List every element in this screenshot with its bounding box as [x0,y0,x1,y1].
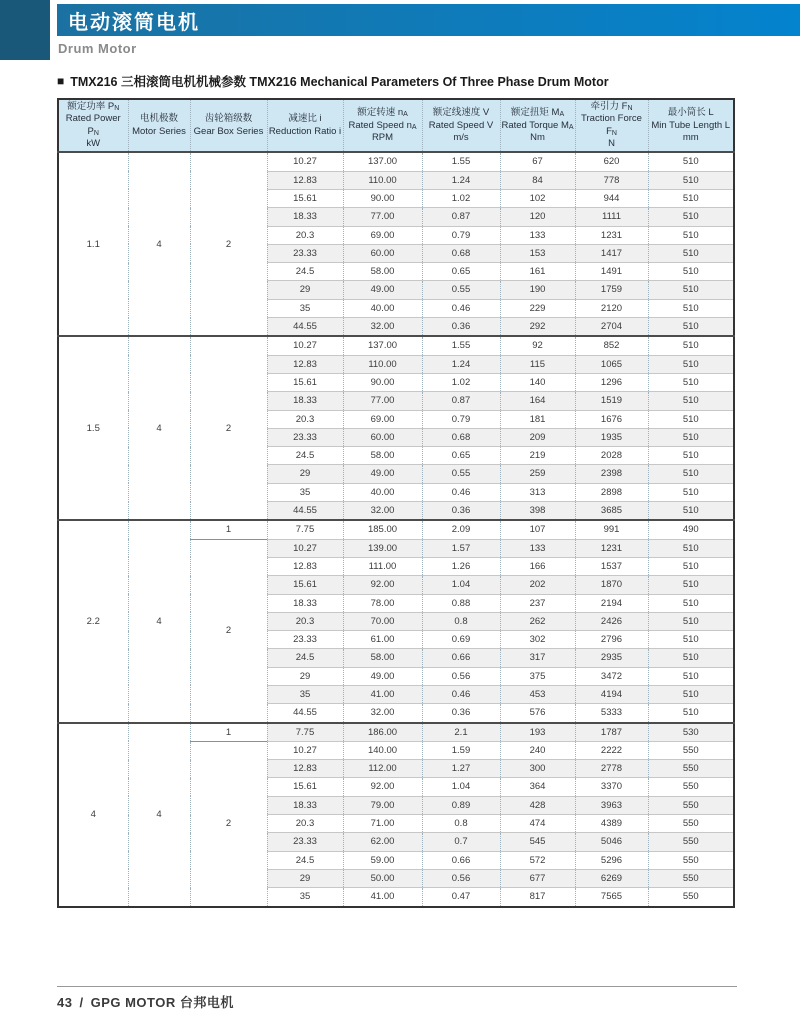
cell-traction-force: 2028 [575,447,648,465]
table-body [58,152,734,906]
column-header-traction-force: 牵引力 FN Traction Force FN N [575,99,648,152]
cell-linear-speed: 0.46 [422,685,500,703]
cell-rated-torque: 181 [500,410,575,428]
cell-rated-speed: 61.00 [343,631,422,649]
cell-gearbox-series: 2 [190,741,267,906]
header-corner-block [0,0,50,60]
cell-linear-speed: 1.04 [422,778,500,796]
cell-rated-torque: 120 [500,208,575,226]
cell-traction-force: 620 [575,152,648,171]
cell-linear-speed: 2.09 [422,520,500,539]
cell-rated-speed: 70.00 [343,612,422,630]
cell-rated-torque: 202 [500,576,575,594]
cell-traction-force: 1111 [575,208,648,226]
cell-traction-force: 2222 [575,741,648,759]
cell-min-tube-length: 510 [648,539,734,557]
cell-rated-torque: 240 [500,741,575,759]
cell-linear-speed: 1.27 [422,760,500,778]
cell-reduction-ratio: 18.33 [267,392,343,410]
cell-min-tube-length: 510 [648,631,734,649]
cell-min-tube-length: 510 [648,189,734,207]
cell-reduction-ratio: 35 [267,483,343,501]
cell-traction-force: 2898 [575,483,648,501]
cell-rated-power: 4 [58,723,128,907]
cell-min-tube-length: 510 [648,281,734,299]
cell-traction-force: 5333 [575,704,648,723]
cell-rated-torque: 300 [500,760,575,778]
cell-rated-speed: 79.00 [343,796,422,814]
cell-min-tube-length: 510 [648,576,734,594]
cell-linear-speed: 0.79 [422,226,500,244]
cell-traction-force: 1870 [575,576,648,594]
table-row [58,336,734,355]
cell-min-tube-length: 550 [648,869,734,887]
cell-reduction-ratio: 29 [267,281,343,299]
cell-rated-torque: 190 [500,281,575,299]
cell-rated-torque: 262 [500,612,575,630]
cell-traction-force: 3963 [575,796,648,814]
cell-gearbox-series: 2 [190,152,267,336]
cell-rated-power: 1.5 [58,336,128,520]
cell-rated-speed: 71.00 [343,815,422,833]
cell-rated-speed: 69.00 [343,410,422,428]
cell-rated-torque: 302 [500,631,575,649]
cell-rated-speed: 137.00 [343,336,422,355]
cell-rated-torque: 237 [500,594,575,612]
cell-reduction-ratio: 15.61 [267,189,343,207]
cell-reduction-ratio: 12.83 [267,557,343,575]
cell-min-tube-length: 490 [648,520,734,539]
cell-linear-speed: 0.87 [422,392,500,410]
cell-min-tube-length: 550 [648,833,734,851]
cell-rated-speed: 32.00 [343,502,422,521]
cell-traction-force: 852 [575,336,648,355]
cell-reduction-ratio: 20.3 [267,612,343,630]
cell-traction-force: 2398 [575,465,648,483]
cell-linear-speed: 1.24 [422,355,500,373]
cell-rated-speed: 50.00 [343,869,422,887]
cell-traction-force: 2704 [575,318,648,337]
cell-reduction-ratio: 18.33 [267,796,343,814]
cell-reduction-ratio: 24.5 [267,263,343,281]
cell-rated-torque: 193 [500,723,575,742]
page-title: 电动滚筒电机 [68,11,200,34]
cell-rated-torque: 545 [500,833,575,851]
cell-linear-speed: 0.8 [422,815,500,833]
cell-min-tube-length: 510 [648,373,734,391]
cell-rated-speed: 92.00 [343,778,422,796]
cell-reduction-ratio: 29 [267,465,343,483]
cell-linear-speed: 0.46 [422,299,500,317]
cell-traction-force: 1417 [575,244,648,262]
cell-min-tube-length: 510 [648,410,734,428]
cell-rated-torque: 166 [500,557,575,575]
cell-linear-speed: 0.56 [422,667,500,685]
table-header [58,99,734,152]
footer-divider [57,986,737,987]
cell-rated-torque: 107 [500,520,575,539]
cell-motor-series: 4 [128,723,190,907]
cell-min-tube-length: 510 [648,355,734,373]
cell-linear-speed: 0.36 [422,318,500,337]
cell-reduction-ratio: 23.33 [267,428,343,446]
cell-rated-speed: 41.00 [343,888,422,907]
cell-reduction-ratio: 35 [267,685,343,703]
cell-rated-speed: 49.00 [343,667,422,685]
cell-linear-speed: 1.55 [422,152,500,171]
cell-traction-force: 6269 [575,869,648,887]
cell-rated-torque: 317 [500,649,575,667]
cell-traction-force: 4194 [575,685,648,703]
table-row [58,152,734,171]
cell-rated-torque: 259 [500,465,575,483]
cell-traction-force: 2426 [575,612,648,630]
column-header-reduction-ratio: 减速比 i Reduction Ratio i [267,99,343,152]
cell-reduction-ratio: 44.55 [267,704,343,723]
cell-min-tube-length: 510 [648,152,734,171]
cell-min-tube-length: 530 [648,723,734,742]
cell-traction-force: 2194 [575,594,648,612]
cell-rated-torque: 133 [500,226,575,244]
cell-traction-force: 7565 [575,888,648,907]
cell-linear-speed: 0.65 [422,263,500,281]
cell-traction-force: 3685 [575,502,648,521]
cell-rated-speed: 77.00 [343,208,422,226]
cell-min-tube-length: 550 [648,851,734,869]
cell-rated-speed: 49.00 [343,465,422,483]
table-header-row [58,99,734,152]
cell-min-tube-length: 510 [648,244,734,262]
cell-linear-speed: 1.24 [422,171,500,189]
cell-linear-speed: 0.88 [422,594,500,612]
section-title [57,72,609,90]
cell-rated-torque: 364 [500,778,575,796]
cell-traction-force: 1676 [575,410,648,428]
column-header-rated-speed: 额定转速 nA Rated Speed nA RPM [343,99,422,152]
cell-rated-power: 2.2 [58,520,128,722]
cell-reduction-ratio: 18.33 [267,594,343,612]
cell-reduction-ratio: 10.27 [267,152,343,171]
cell-rated-torque: 677 [500,869,575,887]
cell-traction-force: 4389 [575,815,648,833]
cell-rated-torque: 313 [500,483,575,501]
cell-rated-torque: 164 [500,392,575,410]
cell-linear-speed: 0.46 [422,483,500,501]
page-number: 43 [57,995,73,1010]
cell-linear-speed: 0.55 [422,465,500,483]
cell-min-tube-length: 510 [648,557,734,575]
cell-reduction-ratio: 29 [267,667,343,685]
cell-rated-torque: 161 [500,263,575,281]
cell-linear-speed: 0.66 [422,851,500,869]
cell-rated-speed: 77.00 [343,392,422,410]
cell-linear-speed: 1.57 [422,539,500,557]
cell-rated-power: 1.1 [58,152,128,336]
cell-traction-force: 1787 [575,723,648,742]
cell-reduction-ratio: 12.83 [267,760,343,778]
cell-linear-speed: 0.36 [422,704,500,723]
cell-rated-torque: 92 [500,336,575,355]
cell-reduction-ratio: 20.3 [267,815,343,833]
cell-rated-speed: 140.00 [343,741,422,759]
cell-reduction-ratio: 20.3 [267,226,343,244]
cell-reduction-ratio: 15.61 [267,576,343,594]
cell-reduction-ratio: 35 [267,299,343,317]
cell-linear-speed: 0.8 [422,612,500,630]
cell-linear-speed: 0.68 [422,244,500,262]
cell-linear-speed: 2.1 [422,723,500,742]
cell-rated-torque: 229 [500,299,575,317]
parameters-table [57,98,735,908]
cell-rated-torque: 140 [500,373,575,391]
cell-traction-force: 944 [575,189,648,207]
cell-traction-force: 3472 [575,667,648,685]
cell-rated-speed: 92.00 [343,576,422,594]
cell-rated-speed: 40.00 [343,483,422,501]
cell-traction-force: 1519 [575,392,648,410]
cell-rated-torque: 67 [500,152,575,171]
cell-traction-force: 2796 [575,631,648,649]
cell-linear-speed: 0.47 [422,888,500,907]
cell-rated-torque: 398 [500,502,575,521]
cell-linear-speed: 1.55 [422,336,500,355]
column-header-rated-torque: 额定扭矩 MA Rated Torque MA Nm [500,99,575,152]
cell-reduction-ratio: 10.27 [267,539,343,557]
cell-reduction-ratio: 18.33 [267,208,343,226]
column-header-gearbox-series: 齿轮箱级数 Gear Box Series [190,99,267,152]
cell-rated-torque: 84 [500,171,575,189]
cell-reduction-ratio: 29 [267,869,343,887]
cell-min-tube-length: 510 [648,428,734,446]
cell-rated-torque: 133 [500,539,575,557]
table-row [58,520,734,539]
cell-min-tube-length: 510 [648,447,734,465]
cell-min-tube-length: 550 [648,796,734,814]
cell-rated-speed: 58.00 [343,447,422,465]
cell-reduction-ratio: 23.33 [267,833,343,851]
cell-traction-force: 2778 [575,760,648,778]
footer-separator: / [79,995,84,1010]
cell-min-tube-length: 510 [648,465,734,483]
cell-reduction-ratio: 24.5 [267,447,343,465]
cell-min-tube-length: 510 [648,704,734,723]
cell-rated-torque: 453 [500,685,575,703]
cell-min-tube-length: 510 [648,392,734,410]
cell-rated-speed: 78.00 [343,594,422,612]
cell-rated-speed: 59.00 [343,851,422,869]
cell-linear-speed: 1.59 [422,741,500,759]
cell-rated-speed: 90.00 [343,189,422,207]
cell-rated-speed: 69.00 [343,226,422,244]
cell-traction-force: 3370 [575,778,648,796]
cell-linear-speed: 1.26 [422,557,500,575]
cell-min-tube-length: 510 [648,502,734,521]
cell-traction-force: 2935 [575,649,648,667]
cell-traction-force: 1537 [575,557,648,575]
cell-min-tube-length: 510 [648,649,734,667]
cell-rated-speed: 111.00 [343,557,422,575]
cell-rated-speed: 32.00 [343,704,422,723]
cell-reduction-ratio: 10.27 [267,336,343,355]
cell-reduction-ratio: 23.33 [267,244,343,262]
cell-reduction-ratio: 12.83 [267,355,343,373]
cell-rated-speed: 112.00 [343,760,422,778]
cell-linear-speed: 0.55 [422,281,500,299]
cell-linear-speed: 1.04 [422,576,500,594]
cell-rated-torque: 292 [500,318,575,337]
cell-min-tube-length: 510 [648,685,734,703]
cell-gearbox-series: 1 [190,723,267,742]
cell-rated-torque: 102 [500,189,575,207]
cell-rated-torque: 474 [500,815,575,833]
cell-min-tube-length: 550 [648,888,734,907]
cell-rated-speed: 90.00 [343,373,422,391]
cell-linear-speed: 0.36 [422,502,500,521]
cell-traction-force: 5046 [575,833,648,851]
page-header-bar [57,4,800,36]
cell-linear-speed: 0.87 [422,208,500,226]
cell-reduction-ratio: 24.5 [267,851,343,869]
column-header-motor-series: 电机极数 Motor Series [128,99,190,152]
cell-traction-force: 5296 [575,851,648,869]
cell-reduction-ratio: 7.75 [267,520,343,539]
cell-rated-speed: 60.00 [343,428,422,446]
cell-rated-speed: 186.00 [343,723,422,742]
footer-brand: GPG MOTOR 台邦电机 [90,995,234,1010]
cell-rated-speed: 58.00 [343,263,422,281]
cell-min-tube-length: 510 [648,171,734,189]
cell-rated-torque: 219 [500,447,575,465]
cell-min-tube-length: 550 [648,778,734,796]
cell-linear-speed: 0.68 [422,428,500,446]
cell-min-tube-length: 550 [648,815,734,833]
cell-rated-speed: 32.00 [343,318,422,337]
cell-motor-series: 4 [128,520,190,722]
page-footer [57,992,234,1011]
cell-rated-speed: 110.00 [343,171,422,189]
column-header-min-tube-length: 最小筒长 L Min Tube Length L mm [648,99,734,152]
cell-gearbox-series: 1 [190,520,267,539]
cell-linear-speed: 0.65 [422,447,500,465]
cell-gearbox-series: 2 [190,336,267,520]
cell-linear-speed: 0.56 [422,869,500,887]
cell-min-tube-length: 550 [648,760,734,778]
cell-rated-speed: 139.00 [343,539,422,557]
cell-reduction-ratio: 44.55 [267,502,343,521]
cell-reduction-ratio: 44.55 [267,318,343,337]
cell-traction-force: 1296 [575,373,648,391]
cell-rated-speed: 58.00 [343,649,422,667]
cell-linear-speed: 0.89 [422,796,500,814]
cell-reduction-ratio: 15.61 [267,778,343,796]
cell-traction-force: 1231 [575,539,648,557]
cell-traction-force: 2120 [575,299,648,317]
cell-motor-series: 4 [128,336,190,520]
cell-linear-speed: 0.66 [422,649,500,667]
cell-rated-speed: 60.00 [343,244,422,262]
cell-linear-speed: 1.02 [422,189,500,207]
cell-rated-speed: 49.00 [343,281,422,299]
cell-rated-speed: 110.00 [343,355,422,373]
cell-min-tube-length: 510 [648,208,734,226]
cell-rated-torque: 115 [500,355,575,373]
table-row [58,723,734,742]
cell-min-tube-length: 510 [648,612,734,630]
cell-rated-torque: 428 [500,796,575,814]
cell-traction-force: 1491 [575,263,648,281]
cell-min-tube-length: 510 [648,318,734,337]
cell-traction-force: 1065 [575,355,648,373]
cell-rated-speed: 62.00 [343,833,422,851]
cell-linear-speed: 0.79 [422,410,500,428]
square-bullet-icon: ■ [57,74,65,88]
cell-gearbox-series: 2 [190,539,267,722]
section-title-text: TMX216 三相滚筒电机机械参数 TMX216 Mechanical Parameters Of Three Phase Drum Motor [70,75,609,89]
cell-rated-speed: 40.00 [343,299,422,317]
column-header-linear-speed: 额定线速度 V Rated Speed V m/s [422,99,500,152]
cell-rated-torque: 817 [500,888,575,907]
cell-motor-series: 4 [128,152,190,336]
cell-linear-speed: 0.69 [422,631,500,649]
cell-reduction-ratio: 20.3 [267,410,343,428]
cell-rated-torque: 153 [500,244,575,262]
cell-rated-torque: 209 [500,428,575,446]
cell-min-tube-length: 510 [648,263,734,281]
cell-min-tube-length: 510 [648,336,734,355]
cell-traction-force: 991 [575,520,648,539]
cell-min-tube-length: 550 [648,741,734,759]
cell-reduction-ratio: 23.33 [267,631,343,649]
cell-linear-speed: 0.7 [422,833,500,851]
cell-linear-speed: 1.02 [422,373,500,391]
cell-reduction-ratio: 10.27 [267,741,343,759]
cell-traction-force: 1935 [575,428,648,446]
cell-rated-speed: 41.00 [343,685,422,703]
cell-reduction-ratio: 35 [267,888,343,907]
cell-rated-speed: 185.00 [343,520,422,539]
cell-reduction-ratio: 24.5 [267,649,343,667]
cell-rated-torque: 576 [500,704,575,723]
cell-traction-force: 1231 [575,226,648,244]
column-header-rated-power: 额定功率 PN Rated Power PN kW [58,99,128,152]
cell-rated-torque: 375 [500,667,575,685]
cell-min-tube-length: 510 [648,226,734,244]
cell-reduction-ratio: 15.61 [267,373,343,391]
cell-min-tube-length: 510 [648,594,734,612]
cell-traction-force: 778 [575,171,648,189]
cell-rated-torque: 572 [500,851,575,869]
cell-min-tube-length: 510 [648,667,734,685]
page-subtitle: Drum Motor [58,41,137,56]
cell-min-tube-length: 510 [648,483,734,501]
cell-rated-speed: 137.00 [343,152,422,171]
cell-reduction-ratio: 12.83 [267,171,343,189]
cell-traction-force: 1759 [575,281,648,299]
cell-reduction-ratio: 7.75 [267,723,343,742]
cell-min-tube-length: 510 [648,299,734,317]
